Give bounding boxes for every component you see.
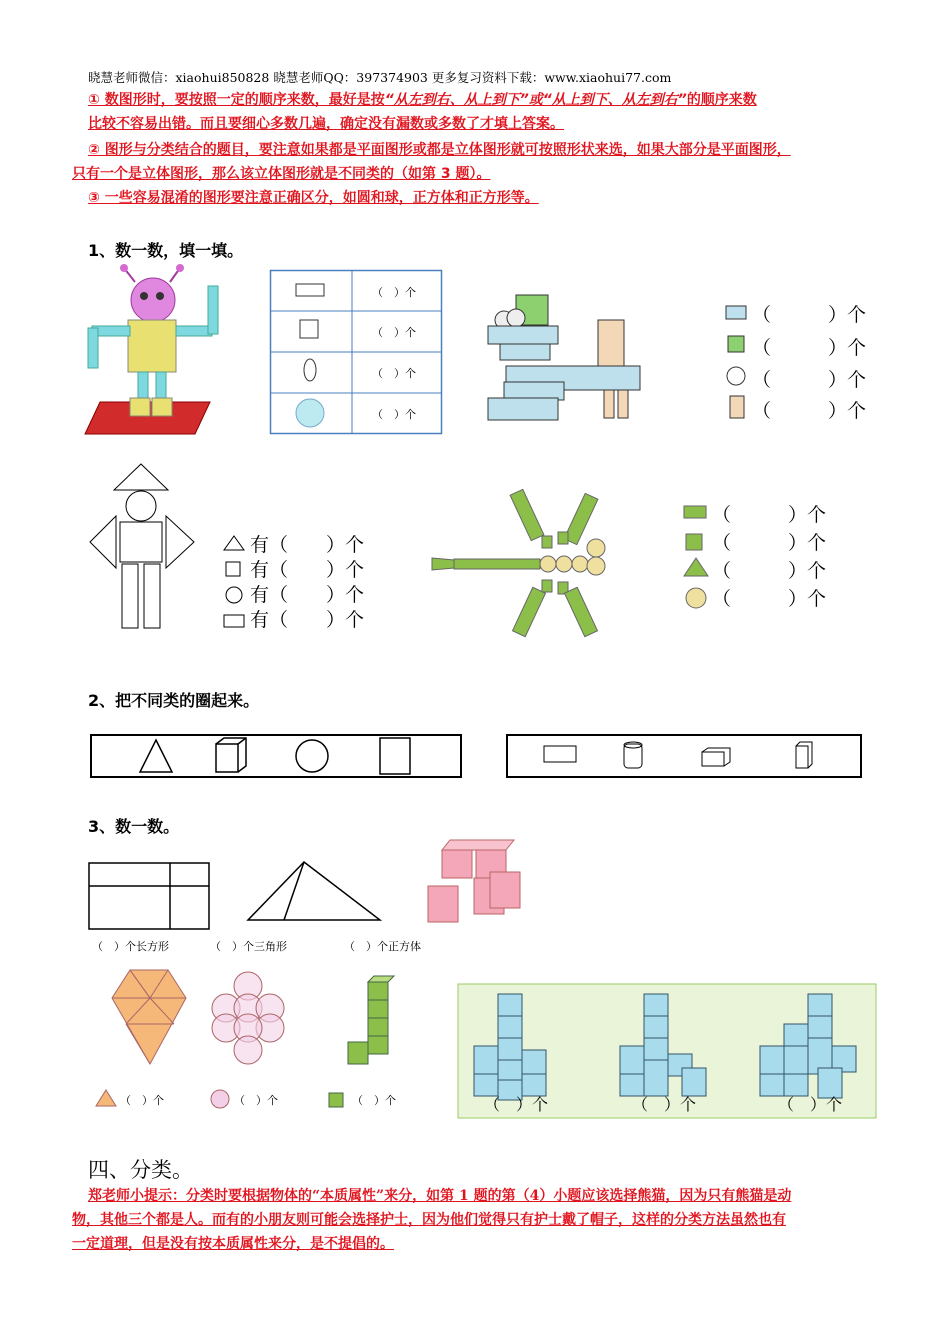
stack-2-blank: （ ）个 (632, 1095, 697, 1114)
note-2-cont: 只有一个是立体图形，那么该立体图形就是不同类的（如第 3 题）。 (72, 166, 491, 182)
tip-line-1: 郑老师小提示：分类时要根据物体的“本质属性”来分，如第 1 题的第（4）小题应该选择熊猫，因为只有熊猫是动 (88, 1188, 792, 1204)
stack-3-blank: （ ）个 (778, 1095, 843, 1114)
odd-one-out-row-1 (90, 734, 462, 778)
orange-triangles-figure (110, 968, 190, 1068)
label-rectangle-count: （ ）个长方形 (92, 940, 169, 953)
stack-1-blank: （ ）个 (484, 1095, 549, 1114)
shape-count-table (270, 270, 442, 434)
blocks-legend-icons (722, 300, 752, 420)
pink-cubes-figure (428, 838, 528, 926)
section-4-title: 四、分类。 (88, 1158, 193, 1182)
rectangles-figure (88, 862, 210, 930)
figure-label-square: 有（ ）个 (250, 559, 365, 581)
figure-label-triangle: 有（ ）个 (250, 534, 365, 556)
page-header: 晓慧老师微信：xiaohui850828 晓慧老师QQ：397374903 更多复习资料下载：www.xiaohui77.com (88, 70, 672, 85)
cube-count-blank: （ ）个 (352, 1094, 396, 1107)
green-cubes-figure (346, 974, 396, 1070)
circle-count-blank: （ ）个 (234, 1094, 278, 1107)
figure-label-rectangle: 有（ ）个 (250, 609, 365, 631)
tip-line-2: 物，其他三个都是人。而有的小朋友则可能会选择护士，因为他们觉得只有护士戴了帽子，这样的分类方法虽然也有 (72, 1212, 786, 1228)
blocks-blank-cube: （ ）个 (752, 337, 867, 359)
table-blank-sphere: （ ）个 (372, 408, 416, 421)
odd-one-out-row-2 (506, 734, 862, 778)
question-2-title: 2、把不同类的圈起来。 (88, 691, 260, 710)
figure-label-circle: 有（ ）个 (250, 584, 365, 606)
building-blocks-image (486, 290, 646, 430)
green-blank-circle: （ ）个 (712, 588, 827, 610)
note-3: ③ 一些容易混淆的图形要注意正确区分，如圆和球，正方体和正方形等。 (88, 190, 539, 206)
tip-line-3: 一定道理，但是没有按本质属性来分，是不提倡的。 (72, 1236, 394, 1252)
shape-figure-image (88, 462, 198, 632)
note-1: ① 数图形时，要按照一定的顺序来数，最好是按“从左到右、从上到下”或“从上到下、从左到右”的顺序来数 (88, 92, 757, 108)
label-cube-count: （ ）个正方体 (344, 940, 421, 953)
robot-image (80, 262, 220, 440)
pink-circles-figure (208, 970, 288, 1070)
blocks-blank-cylinder: （ ）个 (752, 400, 867, 422)
orange-triangle-icon (94, 1088, 118, 1108)
triangles-figure (246, 860, 382, 922)
question-1-title: 1、数一数，填一填。 (88, 241, 244, 260)
note-1-cont: 比较不容易出错。而且要细心多数几遍，确定没有漏数或多数了才填上答案。 (88, 116, 564, 132)
table-blank-cube: （ ）个 (372, 326, 416, 339)
green-shapes-image (430, 488, 610, 638)
triangle-count-blank: （ ）个 (120, 1094, 164, 1107)
label-triangle-count: （ ）个三角形 (210, 940, 287, 953)
green-cube-icon (326, 1088, 350, 1110)
blocks-blank-cuboid: （ ）个 (752, 304, 867, 326)
pink-circle-icon (208, 1088, 232, 1110)
green-blank-triangle: （ ）个 (712, 560, 827, 582)
table-blank-cuboid: （ ）个 (372, 286, 416, 299)
green-blank-square: （ ）个 (712, 532, 827, 554)
green-blank-rectangle: （ ）个 (712, 504, 827, 526)
note-2: ② 图形与分类结合的题目，要注意如果都是平面图形或都是立体图形就可按照形状来选，如果大部分是平面图形， (88, 142, 791, 158)
blocks-blank-sphere: （ ）个 (752, 369, 867, 391)
green-legend-icons (682, 500, 712, 610)
table-blank-cylinder: （ ）个 (372, 367, 416, 380)
figure-legend-icons (222, 532, 252, 632)
question-3-title: 3、数一数。 (88, 817, 180, 836)
